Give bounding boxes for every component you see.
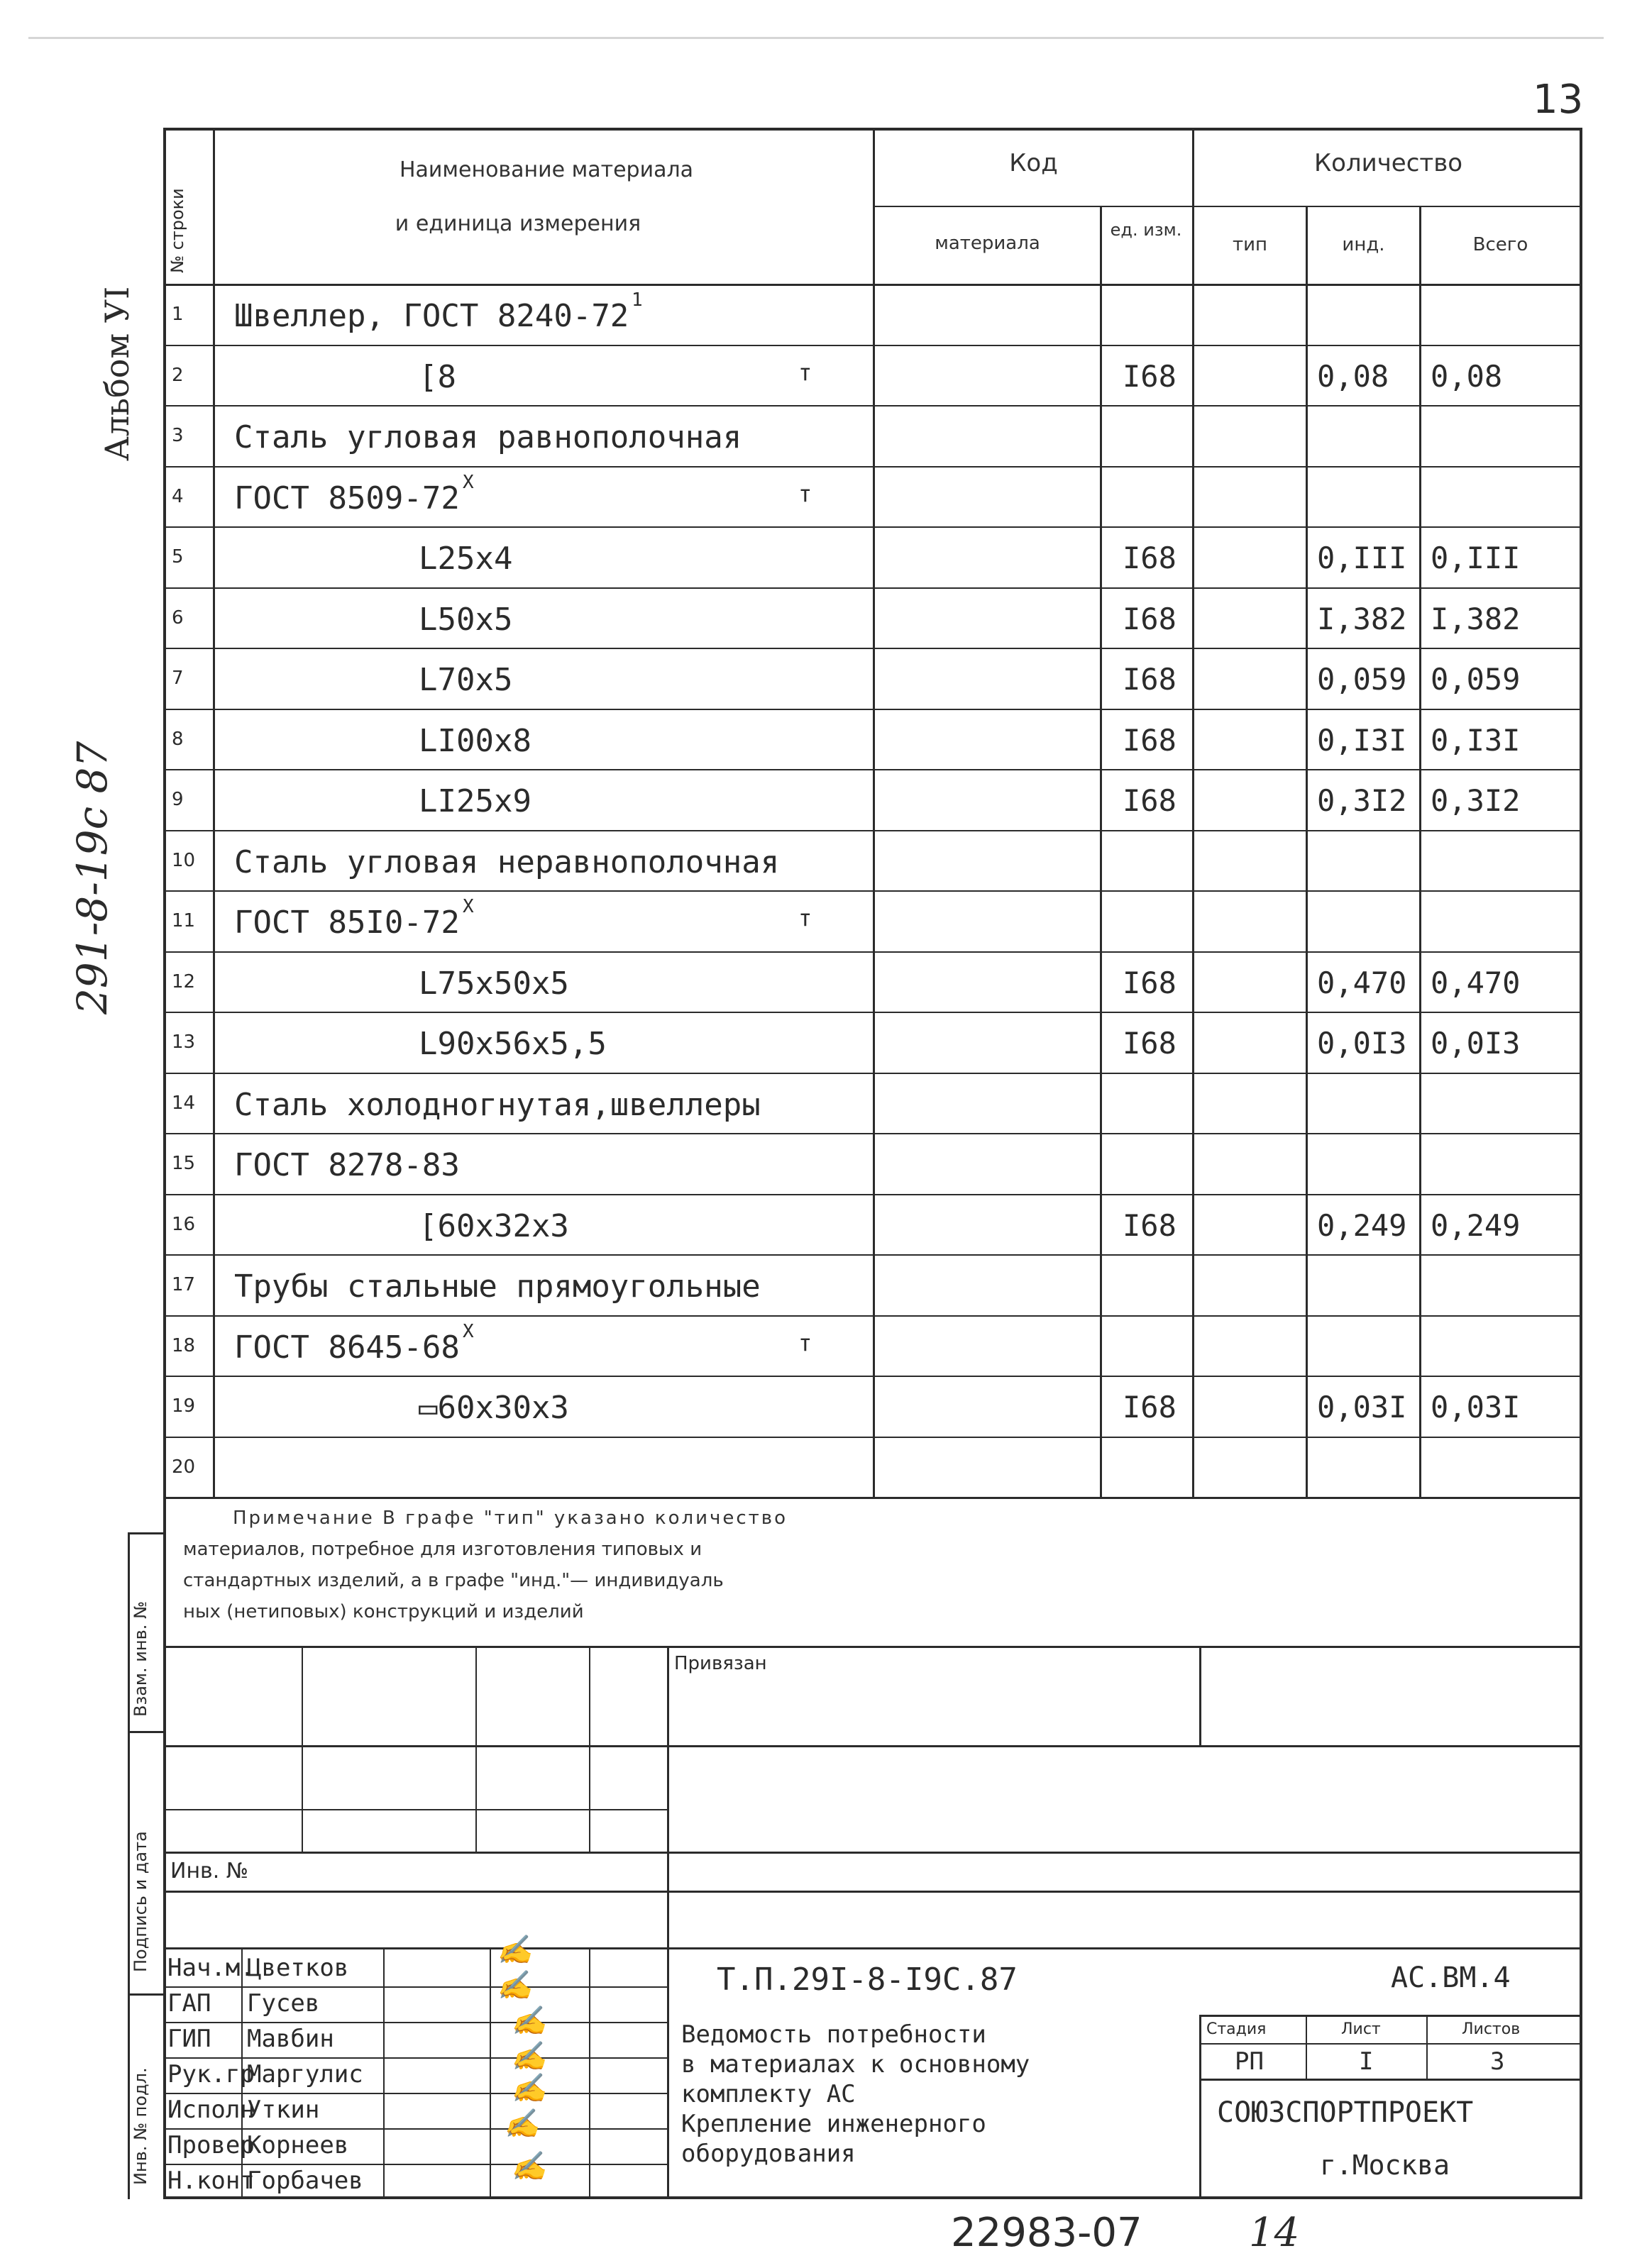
title-line-3: комплекту АС bbox=[681, 2080, 856, 2108]
material-name: L75х50х5 bbox=[419, 966, 569, 1002]
staff-name: Горбачев bbox=[247, 2167, 363, 2195]
qty-total: 0,249 bbox=[1431, 1208, 1521, 1243]
material-name-superscript: 1 bbox=[632, 289, 643, 311]
col-divider-code bbox=[1100, 206, 1102, 1497]
sheets-value: 3 bbox=[1490, 2047, 1505, 2076]
inv-no-label: Инв. № bbox=[170, 1859, 249, 1883]
qty-ind: 0,III bbox=[1317, 541, 1407, 575]
unit-code: I68 bbox=[1123, 966, 1177, 1000]
qty-total: 0,I3I bbox=[1431, 723, 1521, 758]
note-bottom-line bbox=[163, 1646, 1582, 1648]
stamp-v-date bbox=[589, 1947, 590, 2199]
row-number: 8 bbox=[172, 729, 184, 750]
side-label-inv-podl: Инв. № подл. bbox=[131, 2067, 150, 2185]
stage-value: РП bbox=[1235, 2047, 1264, 2076]
note-line-2: материалов, потребное для изготовления типовых и bbox=[183, 1539, 702, 1560]
material-name: [60х32х3 bbox=[419, 1208, 569, 1244]
material-name: L90х56х5,5 bbox=[419, 1026, 607, 1062]
row-number: 14 bbox=[172, 1092, 196, 1114]
row-divider bbox=[163, 1497, 1582, 1498]
side-frame bbox=[128, 1532, 130, 2199]
row-divider bbox=[163, 648, 1582, 649]
note-text bbox=[183, 1503, 1162, 1627]
side-label-podpis: Подпись и дата bbox=[131, 1831, 150, 1972]
unit-code: I68 bbox=[1123, 359, 1177, 394]
row-number: 7 bbox=[172, 668, 184, 689]
signature-2: ✍ bbox=[497, 1969, 532, 2002]
signature-4: ✍ bbox=[511, 2040, 546, 2073]
material-name: ГОСТ 8278-83 bbox=[234, 1147, 460, 1183]
header-code-material: материала bbox=[935, 233, 1040, 254]
title-line-5: оборудования bbox=[681, 2140, 856, 2168]
stamp-v-right-bottom bbox=[1199, 2015, 1201, 2199]
note-line-3: стандартных изделий, а в графе "инд."— индивидуаль bbox=[183, 1570, 724, 1591]
header-code-unit: ед. изм. bbox=[1110, 220, 1182, 240]
bottom-number: 22983-07 bbox=[951, 2210, 1142, 2256]
stage-label: Стадия bbox=[1206, 2020, 1267, 2038]
stamp-h-2 bbox=[163, 1809, 667, 1810]
qty-ind: 0,249 bbox=[1317, 1208, 1407, 1243]
staff-name: Уткин bbox=[247, 2096, 320, 2124]
staff-role: Н.конт bbox=[167, 2167, 255, 2195]
row-divider bbox=[163, 1254, 1582, 1256]
bottom-sheet: 14 bbox=[1249, 2210, 1300, 2256]
signature-7: ✍ bbox=[511, 2150, 546, 2183]
row-divider bbox=[163, 405, 1582, 406]
unit-code: I68 bbox=[1123, 541, 1177, 575]
row-divider bbox=[163, 1437, 1582, 1438]
material-name: LI00х8 bbox=[419, 723, 531, 759]
stamp-v-stage-1 bbox=[1306, 2015, 1307, 2079]
sheets-label: Листов bbox=[1462, 2020, 1521, 2038]
row-number: 17 bbox=[172, 1274, 196, 1295]
row-divider bbox=[163, 587, 1582, 589]
header-qty-type: тип bbox=[1232, 234, 1268, 255]
material-name-superscript: Х bbox=[463, 896, 474, 917]
material-name: [8 bbox=[419, 359, 456, 395]
staff-role: Провер bbox=[167, 2131, 255, 2159]
title-line-1: Ведомость потребности bbox=[681, 2020, 986, 2049]
header-bottom-line bbox=[163, 284, 1582, 286]
page-number: 13 bbox=[1533, 77, 1584, 123]
scan-edge-line bbox=[28, 37, 1604, 39]
stamp-h-5 bbox=[163, 1947, 1582, 1949]
qty-ind: 0,470 bbox=[1317, 966, 1407, 1000]
doc-code: Т.П.29I-8-I9С.87 bbox=[717, 1962, 1018, 1998]
material-name: Сталь холодногнутая,швеллеры bbox=[234, 1087, 761, 1123]
row-divider bbox=[163, 345, 1582, 346]
staff-divider bbox=[163, 1986, 667, 1988]
unit-code: I68 bbox=[1123, 602, 1177, 636]
row-divider bbox=[163, 466, 1582, 468]
side-line-1 bbox=[128, 1532, 163, 1534]
stamp-v-sign bbox=[490, 1947, 491, 2199]
staff-name: Гусев bbox=[247, 1989, 320, 2018]
staff-divider bbox=[163, 2128, 667, 2130]
unit-code: I68 bbox=[1123, 1208, 1177, 1243]
unit-code: I68 bbox=[1123, 783, 1177, 818]
material-name: ГОСТ 85I0-72 bbox=[234, 905, 460, 941]
row-number: 15 bbox=[172, 1153, 196, 1174]
material-name: Сталь угловая неравнополочная bbox=[234, 844, 780, 880]
signature-1: ✍ bbox=[497, 1934, 532, 1966]
stamp-v-name bbox=[383, 1947, 385, 2199]
material-name: ГОСТ 8645-68 bbox=[234, 1329, 460, 1366]
staff-name: Мавбин bbox=[247, 2025, 334, 2053]
header-name-line2: и единица измерения bbox=[395, 211, 641, 236]
col-divider-ind bbox=[1419, 206, 1421, 1497]
stamp-h-4 bbox=[163, 1891, 1582, 1893]
qty-ind: 0,03I bbox=[1317, 1390, 1407, 1425]
stamp-h-stage-top bbox=[1199, 2015, 1582, 2017]
staff-role: ГАП bbox=[167, 1989, 211, 2018]
qty-ind: 0,08 bbox=[1317, 359, 1389, 394]
stamp-h-3 bbox=[163, 1852, 1582, 1854]
row-number: 19 bbox=[172, 1395, 196, 1417]
col-divider-type bbox=[1306, 206, 1308, 1497]
stamp-v-stage-2 bbox=[1426, 2015, 1428, 2079]
row-divider bbox=[163, 1194, 1582, 1195]
staff-name: Корнеев bbox=[247, 2131, 349, 2159]
stamp-h-stage-mid bbox=[1199, 2043, 1582, 2045]
row-number: 12 bbox=[172, 971, 196, 992]
row-number: 5 bbox=[172, 546, 184, 568]
qty-total: 0,03I bbox=[1431, 1390, 1521, 1425]
stamp-v-a bbox=[302, 1646, 303, 1852]
material-name: ▭60х30х3 bbox=[419, 1390, 569, 1426]
privyazan-label: Привязан bbox=[674, 1653, 767, 1674]
signature-3: ✍ bbox=[511, 2005, 546, 2037]
col-divider-num bbox=[213, 128, 215, 1497]
row-number: 1 bbox=[172, 304, 184, 325]
doc-series-label: 291-8-19с 87 bbox=[68, 741, 116, 1014]
qty-ind: 0,3I2 bbox=[1317, 783, 1407, 818]
material-name: L25х4 bbox=[419, 541, 513, 577]
row-number: 13 bbox=[172, 1031, 196, 1053]
row-divider bbox=[163, 951, 1582, 953]
org-city: г.Москва bbox=[1320, 2150, 1450, 2181]
row-divider bbox=[163, 890, 1582, 892]
qty-total: 0,III bbox=[1431, 541, 1521, 575]
sheet-value: I bbox=[1359, 2047, 1374, 2076]
title-line-4: Крепление инженерного bbox=[681, 2110, 986, 2138]
qty-ind: I,382 bbox=[1317, 602, 1407, 636]
header-sub-line bbox=[873, 206, 1582, 207]
material-name-superscript: Х bbox=[463, 472, 474, 493]
stamp-v-main bbox=[667, 1646, 669, 2199]
stamp-v-c bbox=[589, 1646, 590, 1852]
header-code: Код bbox=[1009, 149, 1058, 177]
row-divider bbox=[163, 769, 1582, 770]
unit-code: I68 bbox=[1123, 723, 1177, 758]
unit-code: I68 bbox=[1123, 1026, 1177, 1061]
qty-ind: 0,059 bbox=[1317, 662, 1407, 697]
material-name: L70х5 bbox=[419, 662, 513, 698]
header-row-no: № строки bbox=[167, 188, 187, 273]
col-divider-name bbox=[873, 128, 875, 1497]
stamp-h-1 bbox=[163, 1745, 1582, 1747]
header-name-line1: Наименование материала bbox=[399, 157, 694, 182]
row-divider bbox=[163, 1073, 1582, 1074]
row-divider bbox=[163, 526, 1582, 528]
qty-total: 0,3I2 bbox=[1431, 783, 1521, 818]
row-number: 9 bbox=[172, 789, 184, 810]
staff-divider bbox=[163, 2022, 667, 2023]
side-label-vzam: Взам. инв. № bbox=[131, 1601, 150, 1717]
material-name: L50х5 bbox=[419, 602, 513, 638]
staff-role: Нач.м. bbox=[167, 1954, 255, 1982]
material-name: Трубы стальные прямоугольные bbox=[234, 1268, 761, 1305]
org-name: СОЮЗСПОРТПРОЕКТ bbox=[1217, 2096, 1474, 2129]
stamp-v-right-top bbox=[1199, 1646, 1201, 1745]
qty-total: 0,08 bbox=[1431, 359, 1503, 394]
frame-bottom bbox=[163, 2196, 1582, 2199]
staff-name: Маргулис bbox=[247, 2060, 363, 2089]
row-divider bbox=[163, 830, 1582, 831]
qty-total: 0,059 bbox=[1431, 662, 1521, 697]
staff-divider bbox=[163, 2164, 667, 2165]
unit-mark: т bbox=[798, 480, 812, 507]
staff-role: Исполн bbox=[167, 2096, 255, 2124]
staff-name: Цветков bbox=[247, 1954, 349, 1982]
qty-total: 0,0I3 bbox=[1431, 1026, 1521, 1061]
header-qty-total: Всего bbox=[1472, 234, 1528, 255]
stamp-h-stage-bottom bbox=[1199, 2079, 1582, 2081]
material-name: LI25х9 bbox=[419, 783, 531, 819]
side-line-3 bbox=[128, 1993, 163, 1996]
material-name-superscript: Х bbox=[463, 1321, 474, 1342]
row-number: 20 bbox=[172, 1456, 196, 1478]
unit-code: I68 bbox=[1123, 1390, 1177, 1425]
row-number: 18 bbox=[172, 1335, 196, 1356]
row-number: 6 bbox=[172, 607, 184, 629]
album-label: Альбом УI bbox=[98, 286, 136, 461]
row-number: 16 bbox=[172, 1214, 196, 1235]
row-divider bbox=[163, 1376, 1582, 1377]
material-name: Швеллер, ГОСТ 8240-72 bbox=[234, 298, 629, 334]
staff-divider bbox=[163, 2093, 667, 2094]
qty-total: 0,470 bbox=[1431, 966, 1521, 1000]
title-line-2: в материалах к основному bbox=[681, 2050, 1030, 2079]
col-divider-unit bbox=[1192, 128, 1194, 1497]
frame-right bbox=[1580, 128, 1582, 2199]
unit-mark: т bbox=[798, 905, 812, 931]
note-line-4: ных (нетиповых) конструкций и изделий bbox=[183, 1601, 584, 1622]
set-code: АС.ВМ.4 bbox=[1391, 1962, 1511, 1994]
row-number: 11 bbox=[172, 910, 196, 931]
unit-code: I68 bbox=[1123, 662, 1177, 697]
staff-role: ГИП bbox=[167, 2025, 211, 2053]
staff-divider bbox=[163, 2057, 667, 2059]
unit-mark: т bbox=[798, 1329, 812, 1356]
row-number: 10 bbox=[172, 850, 196, 871]
header-quantity: Количество bbox=[1313, 149, 1463, 177]
note-line-1: Примечание В графе "тип" указано количество bbox=[233, 1508, 788, 1529]
material-name: ГОСТ 8509-72 bbox=[234, 480, 460, 516]
qty-ind: 0,I3I bbox=[1317, 723, 1407, 758]
row-number: 2 bbox=[172, 365, 184, 386]
frame-left bbox=[163, 128, 166, 2199]
row-divider bbox=[163, 709, 1582, 710]
signature-6: ✍ bbox=[504, 2108, 539, 2140]
qty-ind: 0,0I3 bbox=[1317, 1026, 1407, 1061]
staff-role: Рук.гр bbox=[167, 2060, 255, 2089]
stamp-v-b bbox=[475, 1646, 477, 1852]
row-number: 3 bbox=[172, 425, 184, 446]
qty-total: I,382 bbox=[1431, 602, 1521, 636]
row-divider bbox=[163, 1012, 1582, 1013]
sheet-label: Лист bbox=[1341, 2020, 1381, 2038]
row-divider bbox=[163, 1133, 1582, 1134]
side-line-2 bbox=[128, 1731, 163, 1733]
unit-mark: т bbox=[798, 359, 812, 386]
row-divider bbox=[163, 1315, 1582, 1317]
material-name: Сталь угловая равнополочная bbox=[234, 419, 742, 455]
signature-5: ✍ bbox=[511, 2072, 546, 2105]
row-number: 4 bbox=[172, 486, 184, 507]
header-qty-ind: инд. bbox=[1342, 234, 1385, 255]
